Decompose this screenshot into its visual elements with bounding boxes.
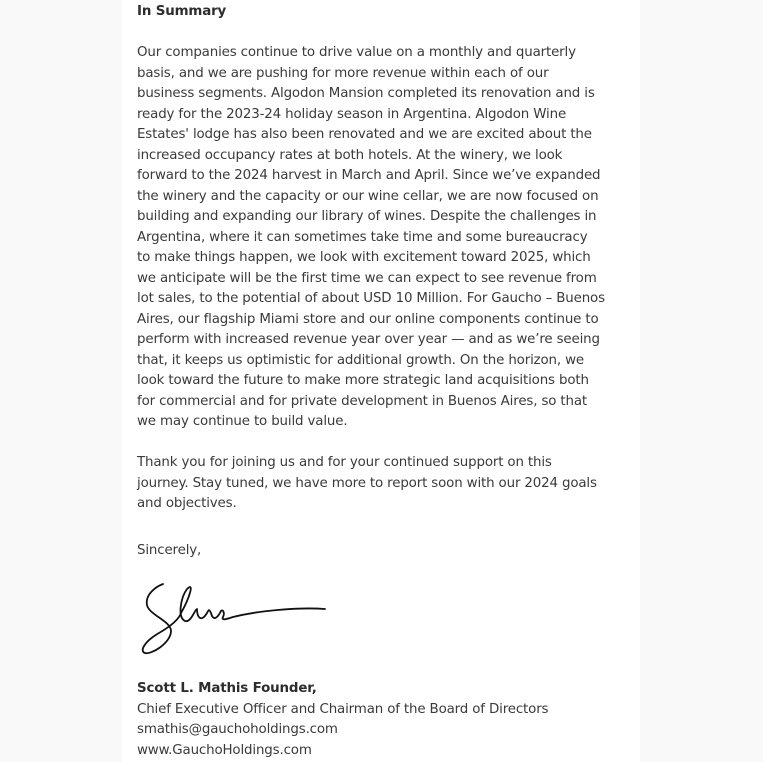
summary-paragraph bbox=[137, 43, 632, 433]
letter-column bbox=[122, 0, 640, 762]
signer-email-link[interactable]: smathis@gauchoholdings.com bbox=[137, 722, 338, 737]
paragraph-line: that, it keeps us optimistic for additional growth. On the horizon, we bbox=[137, 352, 584, 368]
paragraph-line: and objectives. bbox=[137, 496, 237, 511]
paragraph-line: lot sales, to the potential of about USD 10 Million. For Gaucho – Buenos bbox=[137, 291, 605, 306]
paragraph-line: Estates' lodge has also been renovated and we are excited about the bbox=[137, 127, 592, 142]
signer-block bbox=[137, 679, 632, 761]
paragraph-line: forward to the 2024 harvest in March and April. Since we’ve expanded bbox=[137, 168, 601, 183]
paragraph-line: look toward the future to make more strategic land acquisitions both bbox=[137, 373, 589, 388]
paragraph-line: building and expanding our library of wines. Despite the challenges in bbox=[137, 209, 597, 224]
paragraph-line: the winery and the capacity or our wine cellar, we are now focused on bbox=[137, 188, 599, 204]
closing-salutation: Sincerely, bbox=[137, 542, 202, 558]
paragraph-line: increased occupancy rates at both hotels. At the winery, we look bbox=[137, 147, 563, 163]
signer-name: Scott L. Mathis Founder, bbox=[137, 681, 317, 696]
signature-icon bbox=[137, 569, 337, 665]
signer-website-link[interactable]: www.GauchoHoldings.com bbox=[137, 742, 312, 758]
paragraph-line: to make things happen, we look with excitement toward 2025, which bbox=[137, 250, 591, 265]
paragraph-line: we anticipate will be the first time we can expect to see revenue from bbox=[137, 270, 597, 286]
thank-you-paragraph bbox=[137, 453, 632, 515]
letter-content bbox=[137, 2, 632, 761]
signer-title: Chief Executive Officer and Chairman of the Board of Directors bbox=[137, 701, 549, 717]
paragraph-line: for commercial and for private development in Buenos Aires, so that bbox=[137, 393, 588, 409]
paragraph-line: ready for the 2023-24 holiday season in Argentina. Algodon Wine bbox=[137, 106, 567, 122]
paragraph-line: basis, and we are pushing for more revenue within each of our bbox=[137, 65, 549, 81]
paragraph-line: perform with increased revenue year over year — and as we’re seeing bbox=[137, 332, 600, 347]
section-heading: In Summary bbox=[137, 4, 227, 19]
paragraph-line: we may continue to build value. bbox=[137, 414, 348, 429]
paragraph-line: journey. Stay tuned, we have more to report soon with our 2024 goals bbox=[137, 475, 597, 491]
paragraph-line: business segments. Algodon Mansion completed its renovation and is bbox=[137, 86, 595, 101]
paragraph-line: Our companies continue to drive value on a monthly and quarterly bbox=[137, 45, 576, 60]
paragraph-line: Thank you for joining us and for your continued support on this bbox=[137, 455, 552, 470]
paragraph-line: Aires, our flagship Miami store and our online components continue to bbox=[137, 311, 599, 327]
paragraph-line: Argentina, where it can sometimes take time and some bureaucracy bbox=[137, 229, 588, 245]
